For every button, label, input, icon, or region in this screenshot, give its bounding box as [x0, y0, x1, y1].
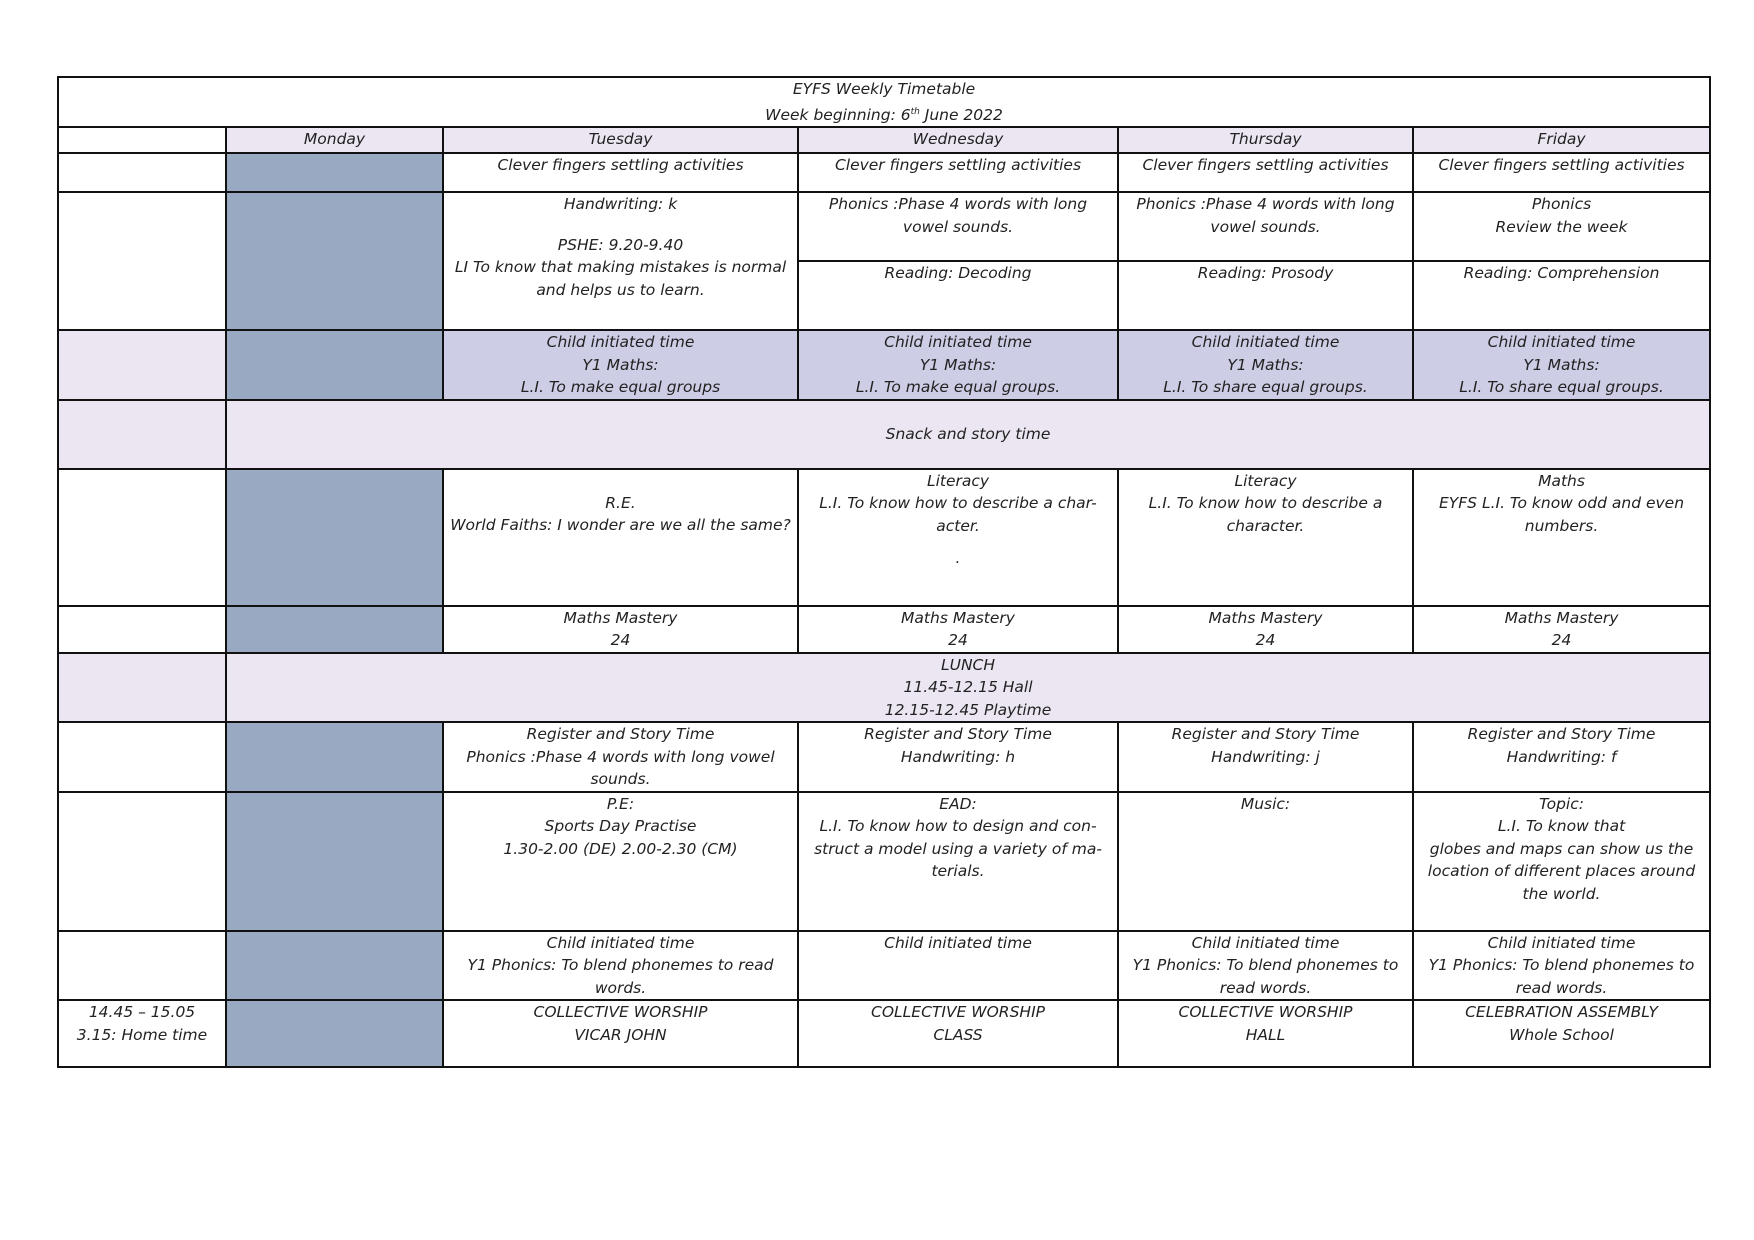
morning-tuesday	[443, 192, 798, 330]
cell-line: L.I. To make equal groups	[520, 378, 721, 397]
day-header-wednesday: Wednesday	[798, 127, 1118, 153]
timetable-sheet	[57, 76, 1709, 1068]
cell-line: Sports Day Practise	[544, 817, 697, 836]
cell-line: Maths Mastery	[563, 608, 678, 627]
cell-line: Y1 Phonics: To blend phonemes to read words.	[1428, 956, 1700, 997]
weekly-timetable	[57, 76, 1711, 1068]
snack-row	[58, 400, 1710, 469]
cell-line: World Faiths: I wonder are we all the same?	[450, 516, 791, 535]
review-text: Review the week	[1495, 217, 1628, 236]
literacy-thursday	[1118, 469, 1413, 606]
cell-line: Child initiated time	[1487, 933, 1636, 952]
cell-line: Register and Story Time	[526, 725, 715, 744]
maths-row	[58, 330, 1710, 400]
cell-line: L.I. To share equal groups.	[1459, 378, 1664, 397]
reading-thursday: Reading: Prosody	[1118, 261, 1413, 330]
cell-line: Literacy	[926, 471, 990, 490]
worship-row	[58, 1000, 1710, 1067]
cell-line: Y1 Maths:	[1523, 355, 1600, 374]
register-tuesday	[443, 722, 798, 792]
time-cell	[58, 153, 226, 192]
cell-line: L.I. To know how to describe a char-acter.	[819, 494, 1097, 535]
settling-friday: Clever fingers settling activities	[1413, 153, 1710, 192]
day-header-row	[58, 127, 1710, 153]
time-cell	[58, 653, 226, 723]
cell-line: Y1 Phonics: To blend phonemes to read words.	[467, 956, 779, 997]
handwriting-text: Handwriting: k	[563, 195, 678, 214]
morning-row-a	[58, 192, 1710, 261]
cell-line: 14.45 – 15.05	[88, 1003, 196, 1022]
maths-friday	[1413, 330, 1710, 400]
cell-line: 24	[1551, 631, 1572, 650]
cell-line: Maths Mastery	[1504, 608, 1619, 627]
monday-cell	[226, 792, 443, 931]
reading-wednesday: Reading: Decoding	[798, 261, 1118, 330]
ead-wednesday	[798, 792, 1118, 931]
cell-line: COLLECTIVE WORSHIP	[1178, 1003, 1353, 1022]
cell-line: R.E.	[605, 493, 636, 512]
time-cell	[58, 606, 226, 653]
time-cell	[58, 192, 226, 330]
cell-line: CELEBRATION ASSEMBLY	[1465, 1003, 1658, 1022]
register-wednesday	[798, 722, 1118, 792]
monday-cell	[226, 722, 443, 792]
cell-line: Literacy	[1234, 471, 1297, 490]
lunch-cell	[226, 653, 1710, 723]
settling-tuesday: Clever fingers settling activities	[443, 153, 798, 192]
time-cell	[58, 400, 226, 469]
cell-line: 3.15: Home time	[76, 1025, 208, 1044]
mastery-tuesday	[443, 606, 798, 653]
child-time-wednesday	[798, 931, 1118, 1001]
time-cell	[58, 722, 226, 792]
cell-line: Child initiated time	[546, 933, 695, 952]
title-line: EYFS Weekly Timetable	[792, 80, 976, 98]
cell-line: Child initiated time	[884, 933, 1032, 952]
cell-line: 24	[1255, 631, 1276, 650]
cell-line: L.I. To know how to design and con-struct a model using a variety of ma-terials.	[814, 817, 1102, 881]
cell-line: Child initiated time	[884, 333, 1032, 352]
cell-line: 24	[948, 631, 968, 650]
worship-thursday	[1118, 1000, 1413, 1067]
phonics-wednesday: Phonics :Phase 4 words with long vowel sounds.	[798, 192, 1118, 261]
assembly-friday	[1413, 1000, 1710, 1067]
cell-line: Phonics :Phase 4 words with long vowel sounds.	[466, 747, 780, 789]
literacy-row	[58, 469, 1710, 606]
mastery-thursday	[1118, 606, 1413, 653]
cell-line: L.I. To share equal groups.	[1163, 378, 1368, 397]
monday-cell	[226, 192, 443, 330]
re-tuesday	[443, 469, 798, 606]
settling-thursday: Clever fingers settling activities	[1118, 153, 1413, 192]
title-row	[58, 77, 1710, 127]
cell-line: L.I. To know that	[1497, 817, 1626, 836]
cell-line: Register and Story Time	[1467, 725, 1656, 744]
maths-lesson-friday	[1413, 469, 1710, 606]
cell-line: Child initiated time	[1191, 333, 1340, 352]
phonics-thursday: Phonics :Phase 4 words with long vowel sounds.	[1118, 192, 1413, 261]
cell-line: Handwriting: h	[900, 747, 1016, 766]
cell-line: EYFS L.I. To know odd and even numbers.	[1439, 494, 1689, 535]
child-time-row	[58, 931, 1710, 1001]
day-header-friday: Friday	[1413, 127, 1710, 153]
settling-wednesday: Clever fingers settling activities	[798, 153, 1118, 192]
day-header-tuesday: Tuesday	[443, 127, 798, 153]
phonics-text: Phonics	[1531, 195, 1592, 214]
time-cell	[58, 792, 226, 931]
cell-line: Child initiated time	[1191, 933, 1340, 952]
cell-line: Maths Mastery	[1208, 608, 1323, 627]
settling-row	[58, 153, 1710, 192]
child-time-friday	[1413, 931, 1710, 1001]
cell-line: Handwriting: f	[1506, 747, 1617, 766]
literacy-wednesday	[798, 469, 1118, 606]
cell-line: .	[955, 549, 961, 568]
cell-line: VICAR JOHN	[574, 1025, 667, 1044]
music-thursday	[1118, 792, 1413, 931]
mastery-row	[58, 606, 1710, 653]
maths-wednesday	[798, 330, 1118, 400]
learning-intention: LI To know that making mistakes is normal and helps us to learn.	[454, 258, 792, 299]
cell-line: Y1 Maths:	[582, 355, 659, 374]
cell-line: 24	[610, 631, 631, 650]
cell-line: P.E:	[606, 794, 635, 813]
cell-line: CLASS	[933, 1025, 983, 1044]
lunch-row	[58, 653, 1710, 723]
cell-line: Topic:	[1539, 794, 1584, 813]
cell-line: COLLECTIVE WORSHIP	[871, 1003, 1045, 1022]
register-row	[58, 722, 1710, 792]
pshe-text: PSHE: 9.20-9.40	[557, 235, 684, 254]
cell-line: 11.45-12.15 Hall	[903, 678, 1033, 697]
cell-line: Handwriting: j	[1211, 747, 1320, 766]
register-thursday	[1118, 722, 1413, 792]
cell-line: globes and maps can show us the location of different places around the world.	[1427, 839, 1701, 903]
worship-tuesday	[443, 1000, 798, 1067]
time-header-cell	[58, 127, 226, 153]
child-time-tuesday	[443, 931, 798, 1001]
cell-line: Whole School	[1509, 1025, 1614, 1044]
monday-cell	[226, 1000, 443, 1067]
mastery-wednesday	[798, 606, 1118, 653]
register-friday	[1413, 722, 1710, 792]
cell-line: Y1 Maths:	[1227, 355, 1304, 374]
cell-line: L.I. To know how to describe a character.	[1148, 494, 1388, 535]
cell-line: L.I. To make equal groups.	[855, 378, 1061, 397]
cell-line: LUNCH	[940, 655, 996, 674]
monday-cell	[226, 330, 443, 400]
monday-cell	[226, 606, 443, 653]
maths-tuesday	[443, 330, 798, 400]
cell-line: Child initiated time	[1487, 333, 1636, 352]
afternoon-row	[58, 792, 1710, 931]
cell-line: 12.15-12.45 Playtime	[884, 700, 1052, 719]
cell-line: Y1 Phonics: To blend phonemes to read words.	[1132, 956, 1404, 997]
cell-line: Register and Story Time	[864, 725, 1052, 744]
cell-line: Maths Mastery	[901, 608, 1015, 627]
time-cell	[58, 469, 226, 606]
time-cell	[58, 931, 226, 1001]
child-time-thursday	[1118, 931, 1413, 1001]
day-header-thursday: Thursday	[1118, 127, 1413, 153]
day-header-monday: Monday	[226, 127, 443, 153]
worship-wednesday	[798, 1000, 1118, 1067]
cell-line: 1.30-2.00 (DE) 2.00-2.30 (CM)	[503, 839, 738, 858]
cell-line: COLLECTIVE WORSHIP	[533, 1003, 708, 1022]
maths-thursday	[1118, 330, 1413, 400]
phonics-friday	[1413, 192, 1710, 261]
cell-line: EAD:	[939, 794, 977, 813]
time-cell	[58, 330, 226, 400]
snack-cell: Snack and story time	[226, 400, 1710, 469]
cell-line: Register and Story Time	[1171, 725, 1360, 744]
monday-cell	[226, 931, 443, 1001]
cell-line: Y1 Maths:	[919, 355, 997, 374]
worship-time-cell	[58, 1000, 226, 1067]
cell-line: Music:	[1240, 794, 1291, 813]
topic-friday	[1413, 792, 1710, 931]
cell-line: HALL	[1245, 1025, 1286, 1044]
pe-tuesday	[443, 792, 798, 931]
timetable-title	[58, 77, 1710, 127]
monday-cell	[226, 469, 443, 606]
reading-friday: Reading: Comprehension	[1413, 261, 1710, 330]
week-beginning: Week beginning: 6th June 2022	[765, 105, 1003, 124]
mastery-friday	[1413, 606, 1710, 653]
monday-cell	[226, 153, 443, 192]
cell-line: Maths	[1538, 471, 1585, 490]
cell-line: Child initiated time	[546, 333, 695, 352]
